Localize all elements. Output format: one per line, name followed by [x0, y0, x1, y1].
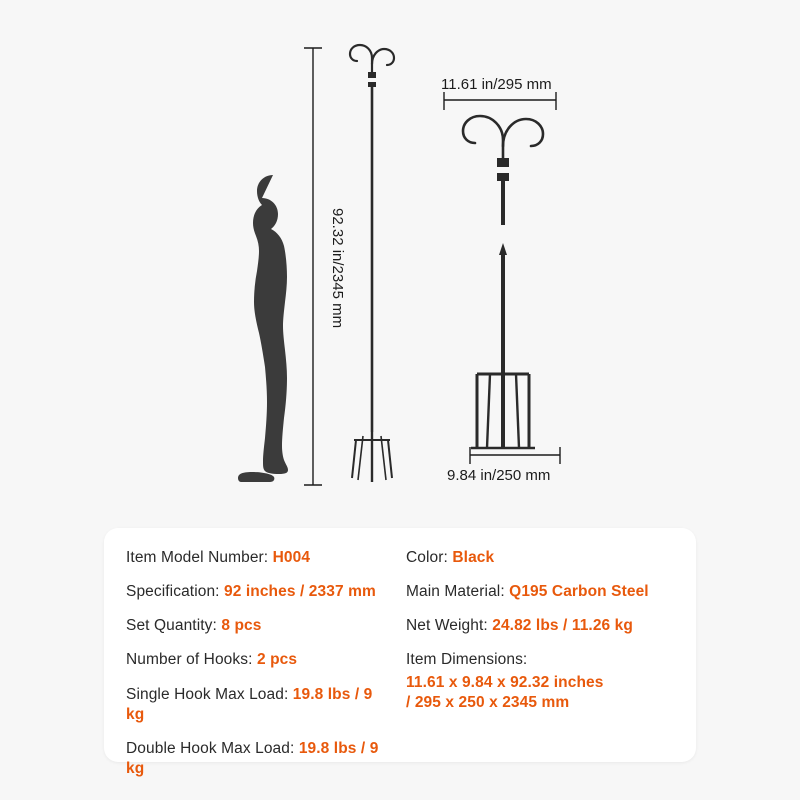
- spec-value-line-2: / 295 x 250 x 2345 mm: [406, 693, 570, 711]
- spec-label: Item Model Number:: [126, 549, 269, 566]
- spec-label: Net Weight:: [406, 617, 488, 635]
- spec-label: Main Material:: [406, 583, 505, 601]
- spec-net-weight: [406, 616, 674, 636]
- spec-value: Q195 Carbon Steel: [509, 583, 649, 601]
- spec-label: Single Hook Max Load:: [126, 685, 289, 703]
- spec-value: 19.8 lbs / 9 kg: [126, 685, 373, 723]
- spec-number-of-hooks: [126, 650, 392, 670]
- top-width-dimension-line: [444, 92, 556, 110]
- spec-label: Color:: [406, 549, 448, 566]
- spec-value-line-1: 11.61 x 9.84 x 92.32 inches: [406, 673, 604, 691]
- bottom-width-dimension-line: [470, 447, 560, 464]
- top-width-dimension-label: 11.61 in/295 mm: [441, 76, 552, 93]
- hook-top-detail: [463, 116, 543, 225]
- spec-label: Set Quantity:: [126, 617, 217, 635]
- spec-value: 2 pcs: [256, 651, 298, 669]
- height-dimension-label: 92.32 in/2345 mm: [329, 208, 346, 329]
- spec-label: Item Dimensions:: [406, 651, 528, 669]
- spec-value: 19.8 lbs / 9 kg: [126, 739, 379, 777]
- spec-label: Double Hook Max Load:: [126, 739, 295, 757]
- spec-set-quantity: [126, 616, 392, 636]
- spec-value: 8 pcs: [221, 617, 262, 635]
- spec-specification: [126, 582, 392, 602]
- specs-right-column: [400, 548, 674, 762]
- bottom-width-dimension-label: 9.84 in/250 mm: [447, 467, 551, 484]
- shepherd-hook-pole-full: [350, 45, 394, 482]
- spec-double-hook-max-load: [126, 739, 392, 779]
- spec-item-dimensions: [406, 650, 674, 712]
- specifications-card: [104, 528, 696, 777]
- spec-item-model-number: [126, 548, 392, 568]
- spec-label: Specification:: [126, 583, 220, 601]
- human-scale-figure: [238, 175, 288, 482]
- spec-value: 92 inches / 2337 mm: [224, 583, 376, 601]
- spec-value: Black: [452, 549, 495, 566]
- spec-label: Number of Hooks:: [126, 651, 253, 669]
- ground-stake-detail: [471, 243, 535, 448]
- spec-single-hook-max-load: [126, 685, 392, 725]
- specs-left-column: [126, 548, 400, 777]
- spec-color: [406, 548, 674, 568]
- height-dimension-line: [304, 48, 322, 485]
- spec-main-material: [406, 582, 674, 602]
- spec-value: H004: [272, 549, 311, 566]
- spec-value: 24.82 lbs / 11.26 kg: [492, 617, 633, 635]
